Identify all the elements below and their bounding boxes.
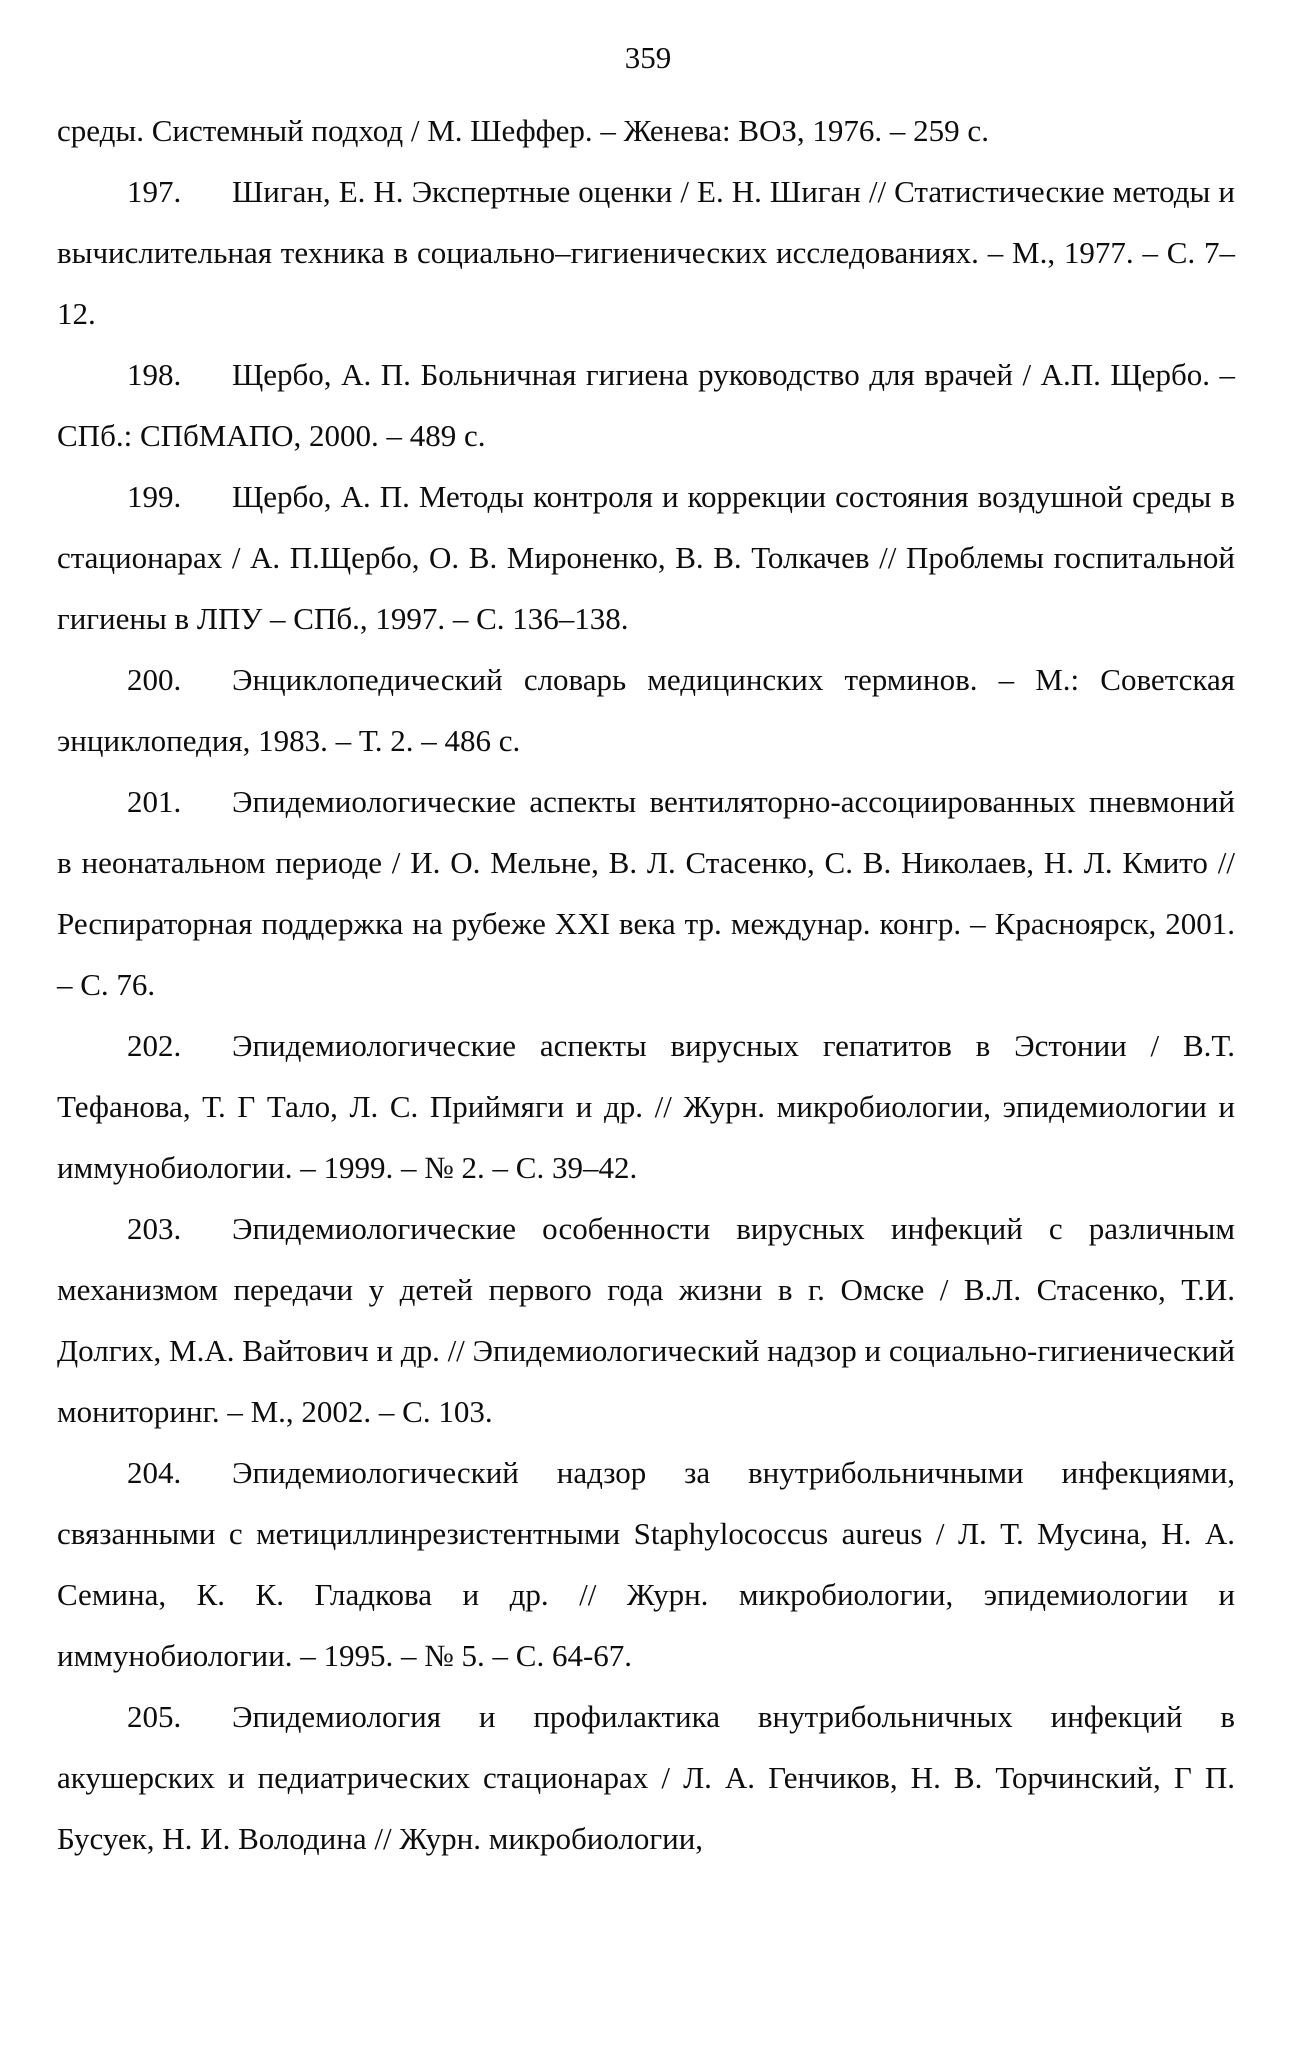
reference-entry [57,1686,1235,1869]
reference-text: Шиган, Е. Н. Экспертные оценки / Е. Н. Шиган // Статистические методы и вычислительная техника в социально–гигиенических исследованиях. – М., 1977. – С. 7–12. [57,174,1235,331]
reference-number: 197. [127,174,182,209]
reference-number: 204. [127,1455,182,1490]
reference-text: Щербо, А. П. Методы контроля и коррекции состояния воздушной среды в стационарах / А. П.Щербо, О. В. Мироненко, В. В. Толкачев // Проблемы госпитальной гигиены в ЛПУ – СПб., 1997. – С. 136–138. [57,479,1235,636]
reference-number: 199. [127,479,182,514]
reference-number: 201. [127,784,182,819]
reference-number: 198. [127,357,182,392]
reference-text: Эпидемиологический надзор за внутрибольничными инфекциями, связанными с метициллинрезистентными Staphylococcus aureus / Л. Т. Мусина, Н. А. Семина, К. К. Гладкова и др. // Журн. микробиологии, эпидемиологии и иммунобиологии. – 1995. – № 5. – С. 64-67. [57,1455,1235,1673]
reference-entry [57,1442,1235,1686]
reference-number: 200. [127,662,182,697]
page-number: 359 [624,40,672,75]
reference-text: Эпидемиология и профилактика внутрибольничных инфекций в акушерских и педиатрических стационарах / Л. А. Генчиков, Н. В. Торчинский, Г П. Бусуек, Н. И. Володина // Журн. микробиологии, [57,1699,1235,1856]
reference-number: 203. [127,1211,182,1246]
reference-text: Эпидемиологические аспекты вентиляторно-ассоциированных пневмоний в неонатальном периоде / И. О. Мельне, В. Л. Стасенко, С. В. Николаев, Н. Л. Кмито // Респираторная поддержка на рубеже XXI века тр. междунар. конгр. – Красноярск, 2001. – С. 76. [57,784,1235,1002]
reference-list [57,100,1235,1869]
reference-text: Энциклопедический словарь медицинских терминов. – М.: Советская энциклопедия, 1983. – Т. 2. – 486 с. [57,662,1235,758]
reference-entry [57,344,1235,466]
reference-number: 202. [127,1028,182,1063]
reference-entry [57,1015,1235,1198]
reference-entry [57,649,1235,771]
reference-entry [57,1198,1235,1442]
reference-entry [57,161,1235,344]
reference-entry [57,466,1235,649]
reference-continuation: среды. Системный подход / М. Шеффер. – Женева: ВОЗ, 1976. – 259 с. [57,113,989,148]
reference-number: 205. [127,1699,182,1734]
reference-entry [57,771,1235,1015]
reference-text: Щербо, А. П. Больничная гигиена руководство для врачей / А.П. Щербо. – СПб.: СПбМАПО, 2000. – 489 с. [57,357,1235,453]
reference-text: Эпидемиологические аспекты вирусных гепатитов в Эстонии / В.Т. Тефанова, Т. Г Тало, Л. С. Приймяги и др. // Журн. микробиологии, эпидемиологии и иммунобиологии. – 1999. – № 2. – С. 39–42. [57,1028,1235,1185]
reference-text: Эпидемиологические особенности вирусных инфекций с различным механизмом передачи у детей первого года жизни в г. Омске / В.Л. Стасенко, Т.И. Долгих, М.А. Вайтович и др. // Эпидемиологический надзор и социально-гигиенический мониторинг. – М., 2002. – С. 103. [57,1211,1235,1429]
